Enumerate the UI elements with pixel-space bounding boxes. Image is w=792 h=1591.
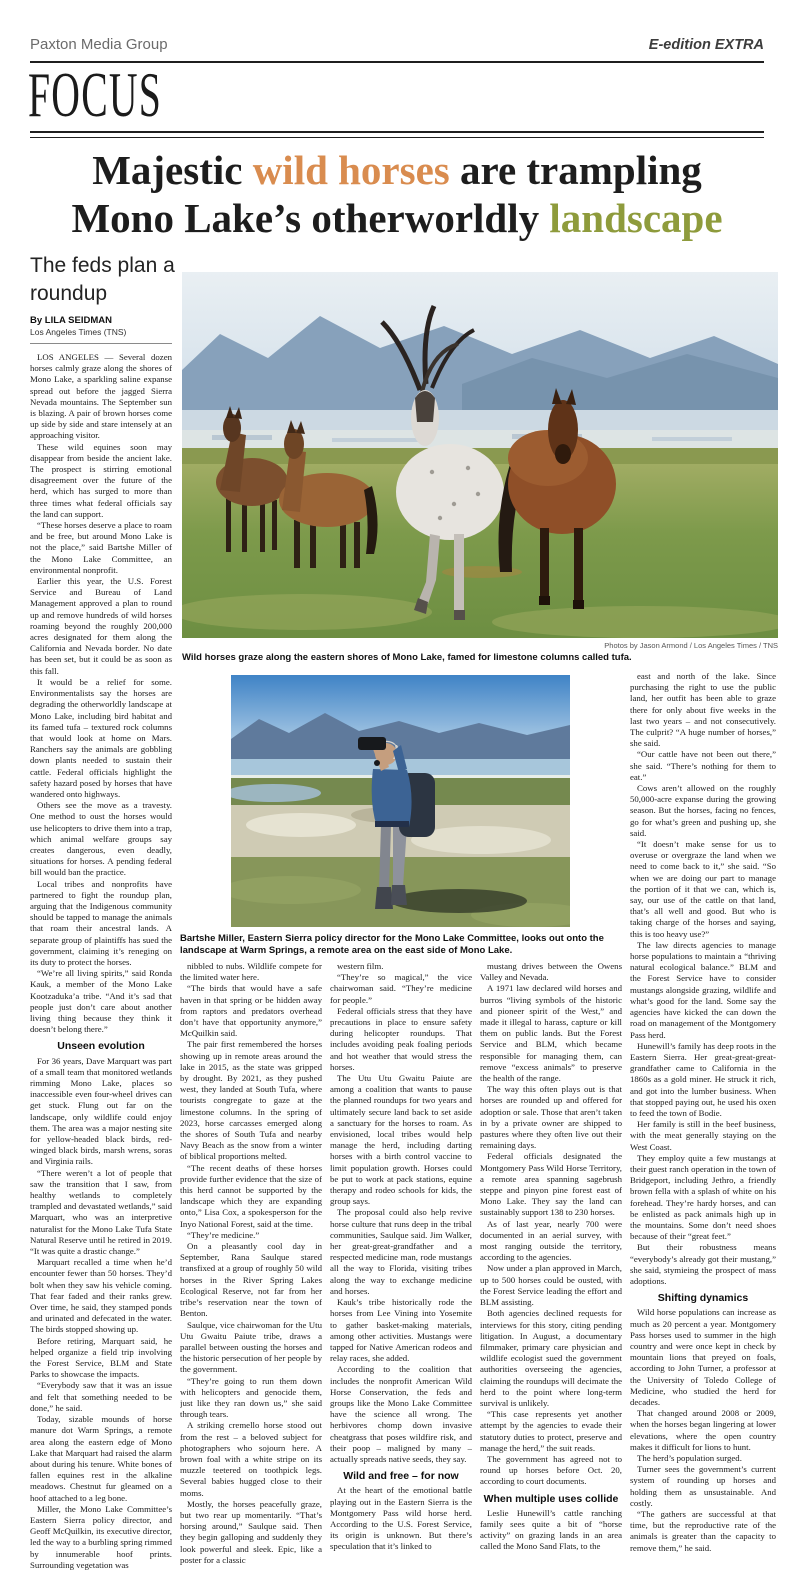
article-paragraph: Now under a plan approved in March, up to 500 horses could be ousted, with the Forest Service leading the effort and BLM assisting.	[480, 1263, 622, 1308]
article-column-3	[330, 961, 472, 1583]
article-paragraph: “This case represents yet another attempt by the agencies to evade their statutory duties to protect, preserve and manage the herd,” the suit reads.	[480, 1409, 622, 1453]
article-column-2	[180, 961, 322, 1583]
article-paragraph: It would be a relief for some. Environmentalists say the horses are degrading the otherworldly landscape at Mono Lake, including bird habitat and its famed tufa – textured rock columns that would look at home on Mars. Ranchers say the animals are gobbling down plants needed to sustain their cattle. Federal officials highlight the safety hazard posed by horses that have wandered onto highways.	[30, 676, 172, 799]
article-paragraph: Hunewill’s family has deep roots in the Eastern Sierra. Her great-great-great-grandfather came to California in the 1860s as a gold miner. He struck it rich, and got into the lumber business. When that stopped paying out, he used his oxen to feed the town of Bodie.	[630, 1040, 776, 1118]
article-paragraph: “The birds that would have a safe haven in that spring or be hidden away from raptors and predators overhead don’t have that opportunity anymore,” McQuilkin said.	[180, 983, 322, 1039]
article-paragraph: For 36 years, Dave Marquart was part of a small team that monitored wetlands rimming Mono Lake, places so inaccessible even four-wheel drives can get stuck. Flung out far on the landscape, only wildlife could enjoy them. The area was a major nesting site for yellow-headed black birds, red-winged black birds, marsh wrens, soras and Virginia rails.	[30, 1055, 172, 1167]
article-paragraph: Local tribes and nonprofits have partnered to fight the roundup plan, arguing that the Indigenous community should be tapped to manage the animals that roam their ancestral lands. A separate group of plaintiffs has sued the government, claiming it’s reneging on its duty to protect the horses.	[30, 878, 172, 967]
article-paragraph: According to the coalition that includes the nonprofit American Wild Horse Conservation, the feds and groups like the Mono Lake Committee have the science all wrong. The herbivores chomp down invasive cheatgrass that poses wildfire risk, and their poop – maligned by many – actually spreads native seeds, they say.	[330, 1364, 472, 1464]
article-paragraph: These wild equines soon may disappear from beside the ancient lake. The prospect is stirring emotional disagreement over the future of the herd, which has surged to more than three times what federal officials say the land can support.	[30, 441, 172, 519]
article-paragraph: Both agencies declined requests for interviews for this story, citing pending litigation. In August, a documentary filmmaker, primary care physician and wildlife ecologist sued the government authorities overseeing the agencies, claiming the roundups will decimate the herd to the point where long-term survival is unlikely.	[480, 1308, 622, 1408]
article-paragraph: nibbled to nubs. Wildlife compete for the limited water here.	[180, 961, 322, 983]
headline-text: Majestic	[92, 147, 253, 193]
article-paragraph: But their robustness means “everybody’s already got their mustang,” she said, stymieing the prospect of mass adoptions.	[630, 1242, 776, 1286]
article-paragraph: The herd’s population surged.	[637, 1453, 742, 1464]
article-paragraph: The Utu Utu Gwaitu Paiute are among a coalition that wants to pause the planned roundups for two years and ultimately secure land back to set aside a sanctuary for the horses to roam. As envisioned, local tribes would help manage the herd, including darting horses with a birth control vaccine to limit population growth. Horses could be put to work at pack stations, equine therapy and rodeo schools for kids, the group says.	[330, 1073, 472, 1207]
article-paragraph: “The recent deaths of these horses provide further evidence that the size of this herd cannot be supported by the landscape which they are expanding onto,” Lisa Cox, a spokesperson for the Inyo National Forest, said at the time.	[180, 1162, 322, 1229]
article-paragraph: Wild horse populations can increase as much as 20 percent a year. Montgomery Pass horses used to summer in the high country and were once kept in check by mountain lions that preyed on foals, according to John Turner, a professor at the University of Toledo College of Medicine, who studied the herd for decades.	[630, 1307, 776, 1407]
article-paragraph: The proposal could also help revive horse culture that runs deep in the tribal communities, Saulque said. Jim Walker, her great-great-grandfather and a respected medicine man, rode mustangs all the way to Florida, visiting tribes along the way to exchange medicine and horses.	[330, 1207, 472, 1296]
headline-accent: landscape	[549, 195, 723, 241]
article-paragraph: Marquart recalled a time when he’d encounter fewer than 50 horses. They’d bolt when they saw his vehicle coming. That fear faded and their ranks grew. Over time, he said, they stamped ponds and urinated and defecated in the water. The birds stopped showing up.	[30, 1257, 172, 1335]
headline-line	[30, 194, 764, 242]
photo-caption-horses: Wild horses graze along the eastern shores of Mono Lake, famed for limestone columns called tufa.	[182, 652, 632, 663]
article-paragraph: Leslie Hunewill’s cattle ranching family sees quite a bit of “horse activity” on grazing lands in an area called the Mono Sand Flats, to the	[480, 1507, 622, 1552]
article-paragraph: That changed around 2008 or 2009, when the horses began lingering at lower elevations, where the open country makes it difficult for lions to hunt.	[630, 1408, 776, 1452]
article-paragraph: Saulque, vice chairwoman for the Utu Utu Gwaitu Paiute tribe, draws a parallel between ousting the horses and the historic persecution of her people by the government.	[180, 1319, 322, 1375]
headline-text: are trampling	[449, 147, 702, 193]
article-paragraph: Earlier this year, the U.S. Forest Service and Bureau of Land Management approved a plan to round up and remove hundreds of wild horses roaming beyond the roughly 200,000 acres designated for them along the California and Nevada border. No date has been set, but it could be as soon as this fall.	[30, 576, 172, 676]
article-paragraph: Federal officials designated the Montgomery Pass Wild Horse Territory, a remote area spanning sagebrush steppe and pinyon pine forest east of Mono Lake. They say the land can sustainably support 138 to 230 horses.	[480, 1151, 622, 1218]
article-column-4	[480, 961, 622, 1583]
article-paragraph: mustang drives between the Owens Valley and Nevada.	[480, 961, 622, 983]
photo-caption-observer: Bartshe Miller, Eastern Sierra policy director for the Mono Lake Committee, looks out onto the landscape at Warm Springs, a remote area on the east side of Mono Lake.	[180, 933, 604, 956]
article-paragraph: Cows aren’t allowed on the roughly 50,000-acre expanse during the growing season. But the horses, facing no fences, go for what’s green and pushing up, she said.	[630, 783, 776, 838]
standfirst: The feds plan a roundup	[30, 254, 175, 305]
article-paragraph: western film.	[337, 961, 384, 971]
article-paragraph: “They’re so magical,” the vice chairwoman said. “They’re medicine for people.”	[330, 972, 472, 1005]
publisher-name: Paxton Media Group	[30, 36, 168, 53]
article-paragraph: LOS ANGELES — Several dozen horses calmly graze along the shores of Mono Lake, a sparkling saline expanse spread out before the jagged Sierra Nevada mountains. The September sun is blazing. A pair of brown horses come up side by side and stare intensely at an approaching visitor.	[30, 352, 172, 441]
wild-horses-photo	[182, 272, 778, 638]
article-paragraph: Kauk’s tribe historically rode the horses from Lee Vining into Yosemite to gather basket-making materials, among other activities. Mustangs were tapped for Native American rodeos and relay races, she added.	[330, 1297, 472, 1364]
masthead	[30, 36, 764, 53]
article-paragraph: The way this often plays out is that horses are rounded up and offered for adoption or sale. Those that aren’t taken in by a private owner are shipped to pastures where they often live out their remaining days.	[480, 1084, 622, 1151]
headline-accent: wild horses	[252, 147, 450, 193]
headline	[30, 146, 764, 242]
article-paragraph: At the heart of the emotional battle playing out in the Eastern Sierra is the Montgomery Pass wild horse herd. According to the U.S. Forest Service, its origin is unknown. But there’s speculation that it’s linked to	[330, 1485, 472, 1552]
section-title: FOCUS	[28, 59, 163, 130]
edition-label: E-edition EXTRA	[648, 37, 764, 53]
article-paragraph: “We’re all living spirits,” said Ronda Kauk, a member of the Mono Lake Kootzaduka’a tribe. “And it’s sad that people just don’t care about another living thing because they think it doesn’t belong there.”	[30, 968, 172, 1035]
section-subhead: When multiple uses collide	[483, 1492, 619, 1505]
section-subhead: Wild and free – for now	[343, 1470, 459, 1483]
article-paragraph: Today, sizable mounds of horse manure dot Warm Springs, a remote area along the eastern edge of Mono Lake that Marquart had raised the alarm about during his tenure. White bones of fallen equines rest in the alkaline meadows. Chestnut fur gleamed on a hoof attached to a leg bone.	[30, 1414, 172, 1503]
article-paragraph: On a pleasantly cool day in September, Rana Saulque stared transfixed at a group of roughly 50 wild horses in the River Spring Lakes Ecological Reserve, not far from her tribe’s reservation near the town of Benton.	[180, 1241, 322, 1319]
article-column-5	[630, 671, 776, 1583]
article-paragraph: “They’re going to run them down with helicopters and genocide them, just like they ran down us,” she said through tears.	[180, 1375, 322, 1420]
article-paragraph: “They’re medicine.”	[187, 1229, 260, 1240]
article-paragraph: “It doesn’t make sense for us to overuse or overgraze the land when we need to come back to it,” she said. “So when we are doing our part to manage the portion of it that we can, which is, say, our use of the cattle on that land, that’s all well and good. But who is taking charge of the horses and saying, this is too heavy use?”	[630, 839, 776, 939]
article-paragraph: “The gathers are successful at that time, but the reproductive rate of the animals is greater than the capacity to remove them,” he said.	[630, 1509, 776, 1553]
article-paragraph: Before retiring, Marquart said, he helped organize a field trip involving the Forest Service, BLM and State Parks to showcase the impacts.	[30, 1335, 172, 1380]
headline-text: Mono Lake’s otherworldly	[71, 195, 550, 241]
article-paragraph: A striking cremello horse stood out from the rest – a beloved subject for photographers who sojourn here. A brown foal with a white stripe on its muzzle teetered on toothpick legs. Several babies hugged close to their moms.	[180, 1420, 322, 1498]
article-paragraph: A 1971 law declared wild horses and burros “living symbols of the historic and pioneer spirit of the West,” and made it illegal to harass, capture or kill them on public lands. But the Forest Service and BLM, which became responsible for managing them, can remove “excess animals” to preserve the health of the range.	[480, 983, 622, 1084]
observer-photo	[231, 675, 570, 927]
article-paragraph: “Our cattle have not been out there,” she said. “There’s nothing for them to eat.”	[630, 749, 776, 782]
article-paragraph: Mostly, the horses peacefully graze, but two rear up momentarily. “That’s horsing around,” Saulque said. Then they begin galloping and suddenly they look powerful and sleek. Epic, like a poster for a classic	[180, 1498, 322, 1565]
byline-author: By LILA SEIDMAN	[30, 315, 112, 326]
article-paragraph: Federal officials stress that they have precautions in place to ensure safety during helicopter roundups. That includes avoiding peak foaling periods and hot weather that would stress the horses.	[330, 1005, 472, 1072]
article-paragraph: “These horses deserve a place to roam and be free, but around Mono Lake is not the place,” said Bartshe Miller of the Mono Lake Committee, an environmental nonprofit.	[30, 520, 172, 575]
article-paragraph: east and north of the lake. Since purchasing the right to use the public land, her outfit has been able to graze there for only about five weeks in the last two years – and not consecutively. The culprit? “A huge number of horses,” she said.	[630, 671, 776, 749]
article-paragraph: The pair first remembered the horses showing up in remote areas around the lake in 2015, as the state was gripped by drought. By 2021, as they pushed west, they landed at South Tufa, where tourists congregate to gaze at the limestone columns. In the spring of 2023, horse carcasses emerged along the shores of South Tufa and nearby Navy Beach as the snow from a winter of biblical proportions melted.	[180, 1039, 322, 1162]
byline	[30, 315, 172, 344]
article-paragraph: As of last year, nearly 700 were documented in an aerial survey, with most ranging outside the territory, according to the agencies.	[480, 1218, 622, 1263]
article-paragraph: “There weren’t a lot of people that saw the transition that I saw, from healthy wetlands to completely trampled and devastated wetlands,” said Marquart, who was an interpretive naturalist for the Mono Lake Tufa State Natural Reserve until he retired in 2019. “It was quite a drastic change.”	[30, 1167, 172, 1257]
section-divider	[30, 131, 764, 138]
article-paragraph: They employ quite a few mustangs at their guest ranch operation in the town of Bridgeport, including Jethro, a friendly brown fella with a splash of white on his forehead. They’re hardy horses, and can be enlisted as pack animals high up in the mountains. Some don’t need shoes because of their “great feet.”	[630, 1152, 776, 1242]
article-column-1	[30, 352, 172, 1580]
article-paragraph: The law directs agencies to manage horse populations to maintain a “thriving natural ecological balance.” BLM and the Forest Service have to consider mustangs alongside grazing, wildlife and what’s good for the land. Some say the agencies have kicked the can down the road on management of the Montgomery Pass herd.	[630, 939, 776, 1040]
article-paragraph: Others see the move as a travesty. One method to oust the horses would use helicopters to drive them into a trap, which animal welfare groups say creates dangerous, even deadly, situations for horses. A pending federal bill would ban the practice.	[30, 800, 172, 878]
article-paragraph: Miller, the Mono Lake Committee’s Eastern Sierra policy director, and Geoff McQuilkin, its executive director, led the way to a burbling spring rimmed by innumerable hoof prints. Surrounding vegetation was	[30, 1503, 172, 1570]
article-paragraph: The government has agreed not to round up horses before Oct. 20, according to court documents.	[480, 1453, 622, 1487]
photo-credit: Photos by Jason Armond / Los Angeles Times / TNS	[604, 641, 778, 650]
article-paragraph: Turner sees the government’s current system of rounding up horses and holding them as unsustainable. And costly.	[630, 1464, 776, 1508]
article-paragraph: “Everybody saw that it was an issue and felt that something needed to be done,” he said.	[30, 1380, 172, 1413]
section-subhead: Unseen evolution	[57, 1040, 145, 1053]
article-paragraph: Her family is still in the beef business, with the meat generally staying on the West Coast.	[630, 1119, 776, 1152]
headline-line	[30, 146, 764, 194]
section-subhead: Shifting dynamics	[657, 1292, 749, 1305]
byline-organization: Los Angeles Times (TNS)	[30, 327, 127, 337]
